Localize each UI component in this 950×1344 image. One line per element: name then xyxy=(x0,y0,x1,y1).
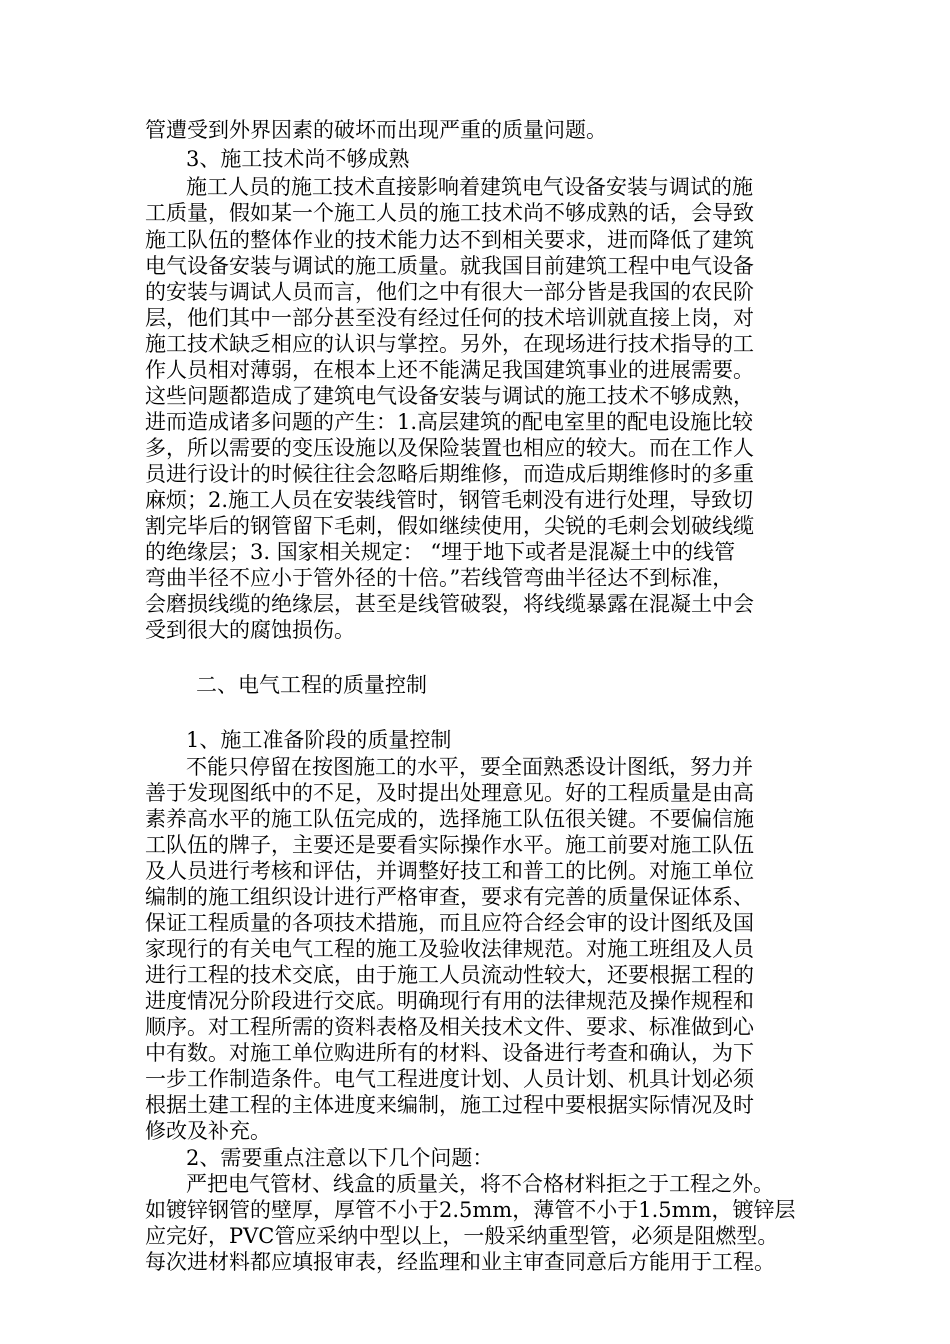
subheading-line: 2、需要重点注意以下几个问题： xyxy=(186,1146,494,1170)
body-text-line: 进度情况分阶段进行交底。明确现行有用的法律规范及操作规程和 xyxy=(145,989,754,1013)
body-text-line: 作人员相对薄弱，在根本上还不能满足我国建筑事业的进展需要。 xyxy=(145,358,754,382)
body-text-line: 施工技术缺乏相应的认识与掌控。另外，在现场进行技术指导的工 xyxy=(145,332,754,356)
body-text-line: 的安装与调试人员而言，他们之中有很大一部分皆是我国的农民阶 xyxy=(145,280,754,304)
body-text-line: 素养高水平的施工队伍完成的，选择施工队伍很关键。不要偏信施 xyxy=(145,807,754,831)
body-text-line: 员进行设计的时候往往会忽略后期维修，而造成后期维修时的多重 xyxy=(145,462,754,486)
body-text-line: 工质量，假如某一个施工人员的施工技术尚不够成熟的话，会导致 xyxy=(145,201,754,225)
subheading-line: 3、施工技术尚不够成熟 xyxy=(186,147,410,171)
body-text-line: 应完好，PVC管应采纳中型以上，一般采纳重型管，必须是阻燃型。 xyxy=(145,1224,779,1248)
body-text-line: 善于发现图纸中的不足，及时提出处理意见。好的工程质量是由高 xyxy=(145,781,754,805)
body-text-line: 如镀锌钢管的壁厚，厚管不小于2.5mm，薄管不小于1.5mm，镀锌层 xyxy=(145,1198,796,1222)
body-text-line: 修改及补充。 xyxy=(145,1119,271,1143)
body-text-line: 的绝缘层；3. 国家相关规定： “埋于地下或者是混凝土中的线管 xyxy=(145,540,736,564)
subheading-line: 1、施工准备阶段的质量控制 xyxy=(186,728,452,752)
body-text-line: 层，他们其中一部分甚至没有经过任何的技术培训就直接上岗，对 xyxy=(145,306,754,330)
body-text-line: 施工人员的施工技术直接影响着建筑电气设备安装与调试的施 xyxy=(186,175,753,199)
body-text-line: 顺序。对工程所需的资料表格及相关技术文件、要求、标准做到心 xyxy=(145,1015,754,1039)
body-text-line: 进而造成诸多问题的产生：1.高层建筑的配电室里的配电设施比较 xyxy=(145,410,754,434)
body-text-line: 受到很大的腐蚀损伤。 xyxy=(145,618,355,642)
body-text-line: 工队伍的牌子，主要还是要看实际操作水平。施工前要对施工队伍 xyxy=(145,833,754,857)
body-text-line: 中有数。对施工单位购进所有的材料、设备进行考查和确认，为下 xyxy=(145,1041,754,1065)
body-text-line: 不能只停留在按图施工的水平，要全面熟悉设计图纸，努力并 xyxy=(186,755,753,779)
body-text-line: 施工队伍的整体作业的技术能力达不到相关要求，进而降低了建筑 xyxy=(145,228,754,252)
body-text-line: 多，所以需要的变压设施以及保险装置也相应的较大。而在工作人 xyxy=(145,436,754,460)
body-text-line: 这些问题都造成了建筑电气设备安装与调试的施工技术不够成熟， xyxy=(145,384,754,408)
body-text-line: 弯曲半径不应小于管外径的十倍。”若线管弯曲半径达不到标准， xyxy=(145,566,734,590)
body-text-line: 一步工作制造条件。电气工程进度计划、人员计划、机具计划必须 xyxy=(145,1067,754,1091)
section-heading: 二、电气工程的质量控制 xyxy=(196,673,427,697)
body-text-line: 进行工程的技术交底，由于施工人员流动性较大，还要根据工程的 xyxy=(145,963,754,987)
body-text-line: 麻烦；2.施工人员在安装线管时，钢管毛刺没有进行处理，导致切 xyxy=(145,488,754,512)
body-text-line: 电气设备安装与调试的施工质量。就我国目前建筑工程中电气设备 xyxy=(145,254,754,278)
body-text-line: 保证工程质量的各项技术措施，而且应符合经会审的设计图纸及国 xyxy=(145,911,754,935)
body-text-line: 会磨损线缆的绝缘层，甚至是线管破裂，将线缆暴露在混凝土中会 xyxy=(145,592,754,616)
body-text-line: 家现行的有关电气工程的施工及验收法律规范。对施工班组及人员 xyxy=(145,937,754,961)
body-text-line: 割完毕后的钢管留下毛刺，假如继续使用，尖锐的毛刺会划破线缆 xyxy=(145,514,754,538)
body-text-line: 管遭受到外界因素的破坏而出现严重的质量问题。 xyxy=(145,118,607,142)
body-text-line: 根据土建工程的主体进度来编制，施工过程中要根据实际情况及时 xyxy=(145,1093,754,1117)
body-text-line: 严把电气管材、线盒的质量关，将不合格材料拒之于工程之外。 xyxy=(186,1172,774,1196)
body-text-line: 每次进材料都应填报审表，经监理和业主审查同意后方能用于工程。 xyxy=(145,1250,775,1274)
body-text-line: 编制的施工组织设计进行严格审查，要求有完善的质量保证体系、 xyxy=(145,885,754,909)
body-text-line: 及人员进行考核和评估，并调整好技工和普工的比例。对施工单位 xyxy=(145,859,754,883)
